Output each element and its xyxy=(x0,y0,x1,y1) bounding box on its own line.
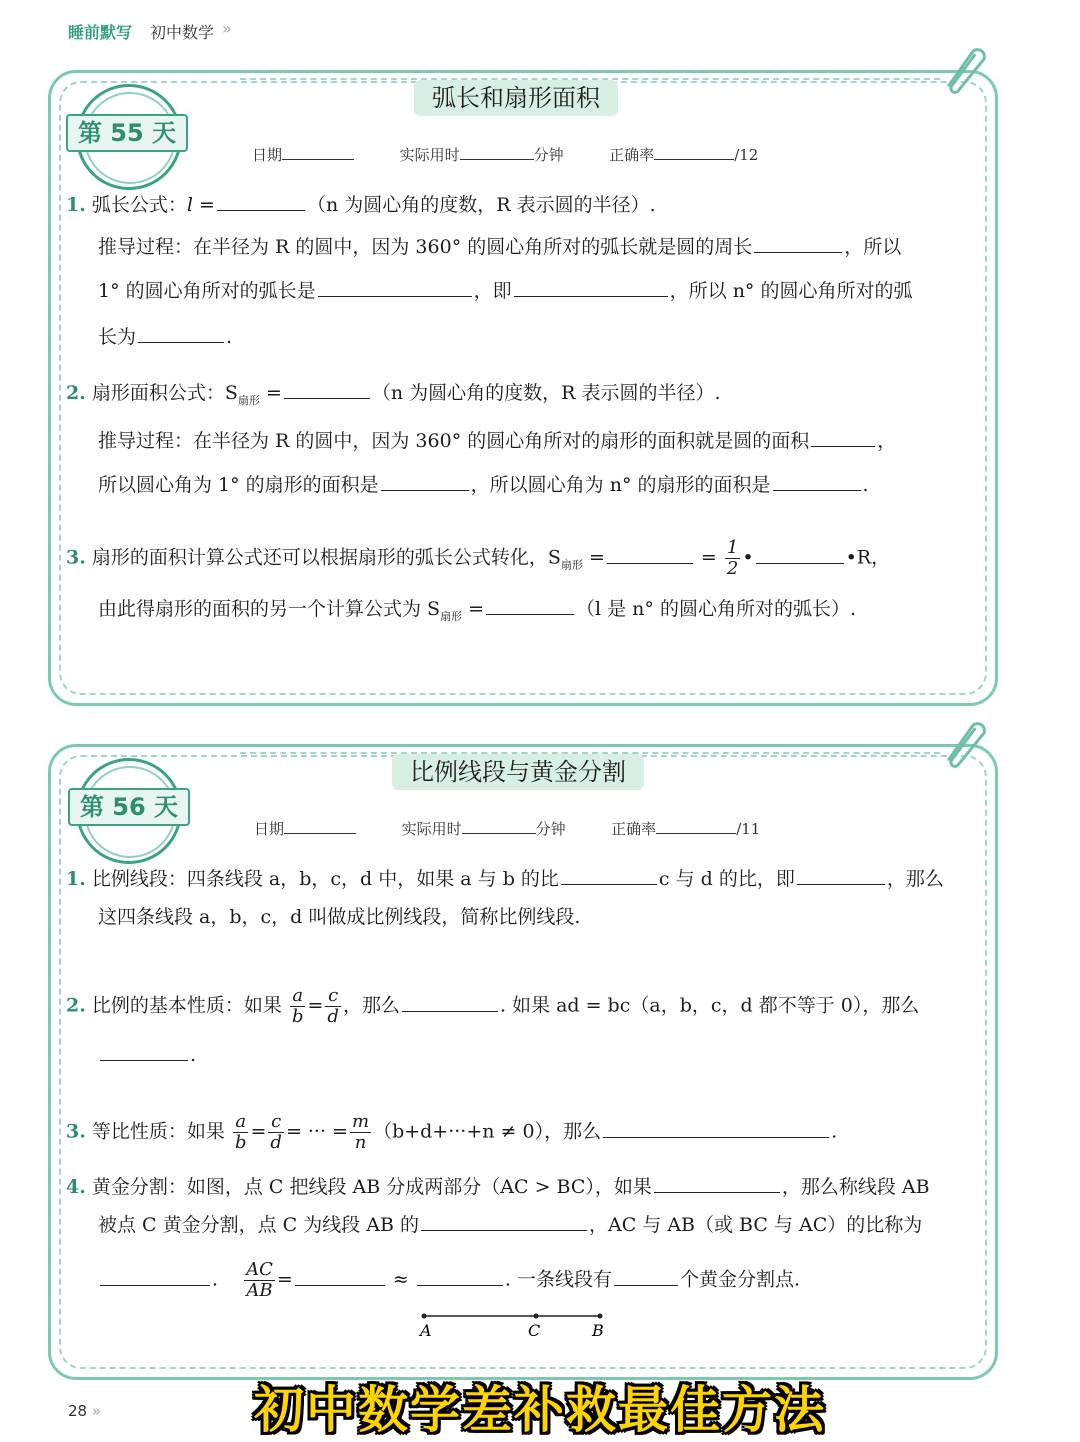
fraction: $\frac{c}{d}$ xyxy=(270,1111,282,1153)
day55-q3-line1: 3. 扇形的面积计算公式还可以根据扇形的弧长公式转化，$S_{扇形}$ = = $\frac{1}{2}$ • •R， xyxy=(66,537,891,579)
fraction: $\frac{a}{b}$ xyxy=(291,985,304,1027)
day56-q4-line3: . $\frac{AC}{AB}$ = ≈ . 一条线段有 个黄金分割点. xyxy=(98,1260,800,1301)
day-55-badge: 第 55 天 xyxy=(66,114,188,152)
page-arrow-icon: » xyxy=(91,1402,102,1420)
day56-q2-line2: . xyxy=(98,1042,196,1068)
fraction: $\frac{c}{d}$ xyxy=(327,985,339,1027)
day55-q1-line4: 长为 . xyxy=(98,326,233,348)
day-55-meta xyxy=(252,144,758,165)
day56-q3-line1: 3. 等比性质：如果 $\frac{a}{b}$ = $\frac{c}{d}$ = ··· = $\frac{m}{n}$ （b+d+···+n ≠ 0），那么 . xyxy=(66,1111,838,1153)
paperclip-icon xyxy=(946,716,986,770)
golden-section-diagram xyxy=(410,1306,620,1342)
day56-q1-line2: 这四条线段 a，b，c，d 叫做成比例线段，简称比例线段. xyxy=(98,906,581,928)
day56-q2-line1: 2. 比例的基本性质：如果 $\frac{a}{b}$ = $\frac{c}{d}$ ，那么 . 如果 ad = bc（a，b，c，d 都不等于 0），那么 xyxy=(66,985,920,1027)
day-56-badge: 第 56 天 xyxy=(68,788,190,826)
day55-q3-line2: 由此得扇形的面积的另一个计算公式为 $S_{扇形} = (l$ 是 n° 的圆心角所对的弧长）. xyxy=(98,598,857,623)
answer-blank[interactable] xyxy=(486,596,574,615)
accuracy-label: 正确率 xyxy=(611,820,657,838)
day55-q1-line2: 推导过程：在半径为 R 的圆中，因为 360° 的圆心角所对的弧长就是圆的周长 ，所以 xyxy=(98,236,902,258)
point-c-dot xyxy=(534,1314,539,1319)
day-56-meta xyxy=(254,818,760,839)
accuracy-label: 正确率 xyxy=(609,146,655,164)
day56-q4-line2: 被点 C 黄金分割，点 C 为线段 AB 的 ，AC 与 AB（或 BC 与 AC）的比称为 xyxy=(98,1214,923,1236)
accuracy-total: /12 xyxy=(734,146,759,164)
answer-blank[interactable] xyxy=(417,1267,503,1286)
answer-blank[interactable] xyxy=(318,278,472,297)
time-label: 实际用时 xyxy=(401,820,462,838)
page-number: 28 » xyxy=(68,1402,102,1420)
minutes-label: 分钟 xyxy=(533,146,564,164)
answer-blank[interactable] xyxy=(756,545,844,564)
brand-label: 睡前默写 xyxy=(68,23,133,42)
overlay-caption: 初中数学差补救最佳方法 xyxy=(254,1381,826,1439)
day55-q1-line3: 1° 的圆心角所对的弧长是 ，即 ，所以 n° 的圆心角所对的弧 xyxy=(98,280,913,302)
breadcrumb-arrow-icon: » xyxy=(222,19,232,38)
time-label: 实际用时 xyxy=(399,146,460,164)
answer-blank[interactable] xyxy=(754,234,842,253)
answer-blank[interactable] xyxy=(773,472,861,491)
day56-q1-line1: 1. 比例线段：四条线段 a，b，c，d 中，如果 a 与 b 的比 c 与 d 的比，即 ，那么 xyxy=(66,868,944,890)
day-56-title: 比例线段与黄金分割 xyxy=(392,754,644,790)
answer-blank[interactable] xyxy=(561,866,657,885)
answer-blank[interactable] xyxy=(295,1267,385,1286)
answer-blank[interactable] xyxy=(603,1119,829,1138)
answer-blank[interactable] xyxy=(614,1267,678,1286)
point-a-dot xyxy=(422,1314,427,1319)
answer-blank[interactable] xyxy=(797,866,885,885)
fraction: $\frac{a}{b}$ xyxy=(234,1111,247,1153)
day-55-title: 弧长和扇形面积 xyxy=(414,80,618,116)
answer-blank[interactable] xyxy=(654,1174,780,1193)
day55-q2-line2: 推导过程：在半径为 R 的圆中，因为 360° 的圆心角所对的扇形的面积就是圆的面积 ， xyxy=(98,430,897,452)
answer-blank[interactable] xyxy=(514,278,668,297)
answer-blank[interactable] xyxy=(421,1212,587,1231)
fraction: $\frac{m}{n}$ xyxy=(351,1111,370,1153)
date-label: 日期 xyxy=(252,146,283,164)
answer-blank[interactable] xyxy=(100,1267,210,1286)
day55-q2-line3: 所以圆心角为 1° 的扇形的面积是 ，所以圆心角为 n° 的扇形的面积是 . xyxy=(98,474,869,496)
day55-q1-line1: 1. 弧长公式：l = （n 为圆心角的度数，R 表示圆的半径）. xyxy=(66,194,656,216)
answer-blank[interactable] xyxy=(811,428,875,447)
answer-blank[interactable] xyxy=(381,472,469,491)
point-a-label: A xyxy=(420,1321,432,1340)
paperclip-icon xyxy=(946,42,986,96)
fraction: $\frac{AC}{AB}$ xyxy=(246,1259,273,1301)
answer-blank[interactable] xyxy=(402,993,498,1012)
fraction: $\frac{1}{2}$ xyxy=(726,537,739,579)
point-b-dot xyxy=(598,1314,603,1319)
answer-blank[interactable] xyxy=(100,1042,188,1061)
point-c-label: C xyxy=(528,1321,541,1340)
answer-blank[interactable] xyxy=(138,324,224,343)
answer-blank[interactable] xyxy=(284,380,370,399)
answer-blank[interactable] xyxy=(607,545,693,564)
day55-q2-line1: 2. 扇形面积公式：$S_{扇形} = (n$ 为圆心角的度数，R 表示圆的半径）. xyxy=(66,382,721,407)
answer-blank[interactable] xyxy=(217,192,305,211)
subject-label: 初中数学 xyxy=(150,23,215,42)
day56-q4-line1: 4. 黄金分割：如图，点 C 把线段 AB 分成两部分（AC > BC），如果 ，那么称线段 AB xyxy=(66,1176,930,1198)
date-label: 日期 xyxy=(254,820,285,838)
accuracy-total: /11 xyxy=(736,820,761,838)
minutes-label: 分钟 xyxy=(535,820,566,838)
point-b-label: B xyxy=(592,1321,604,1340)
